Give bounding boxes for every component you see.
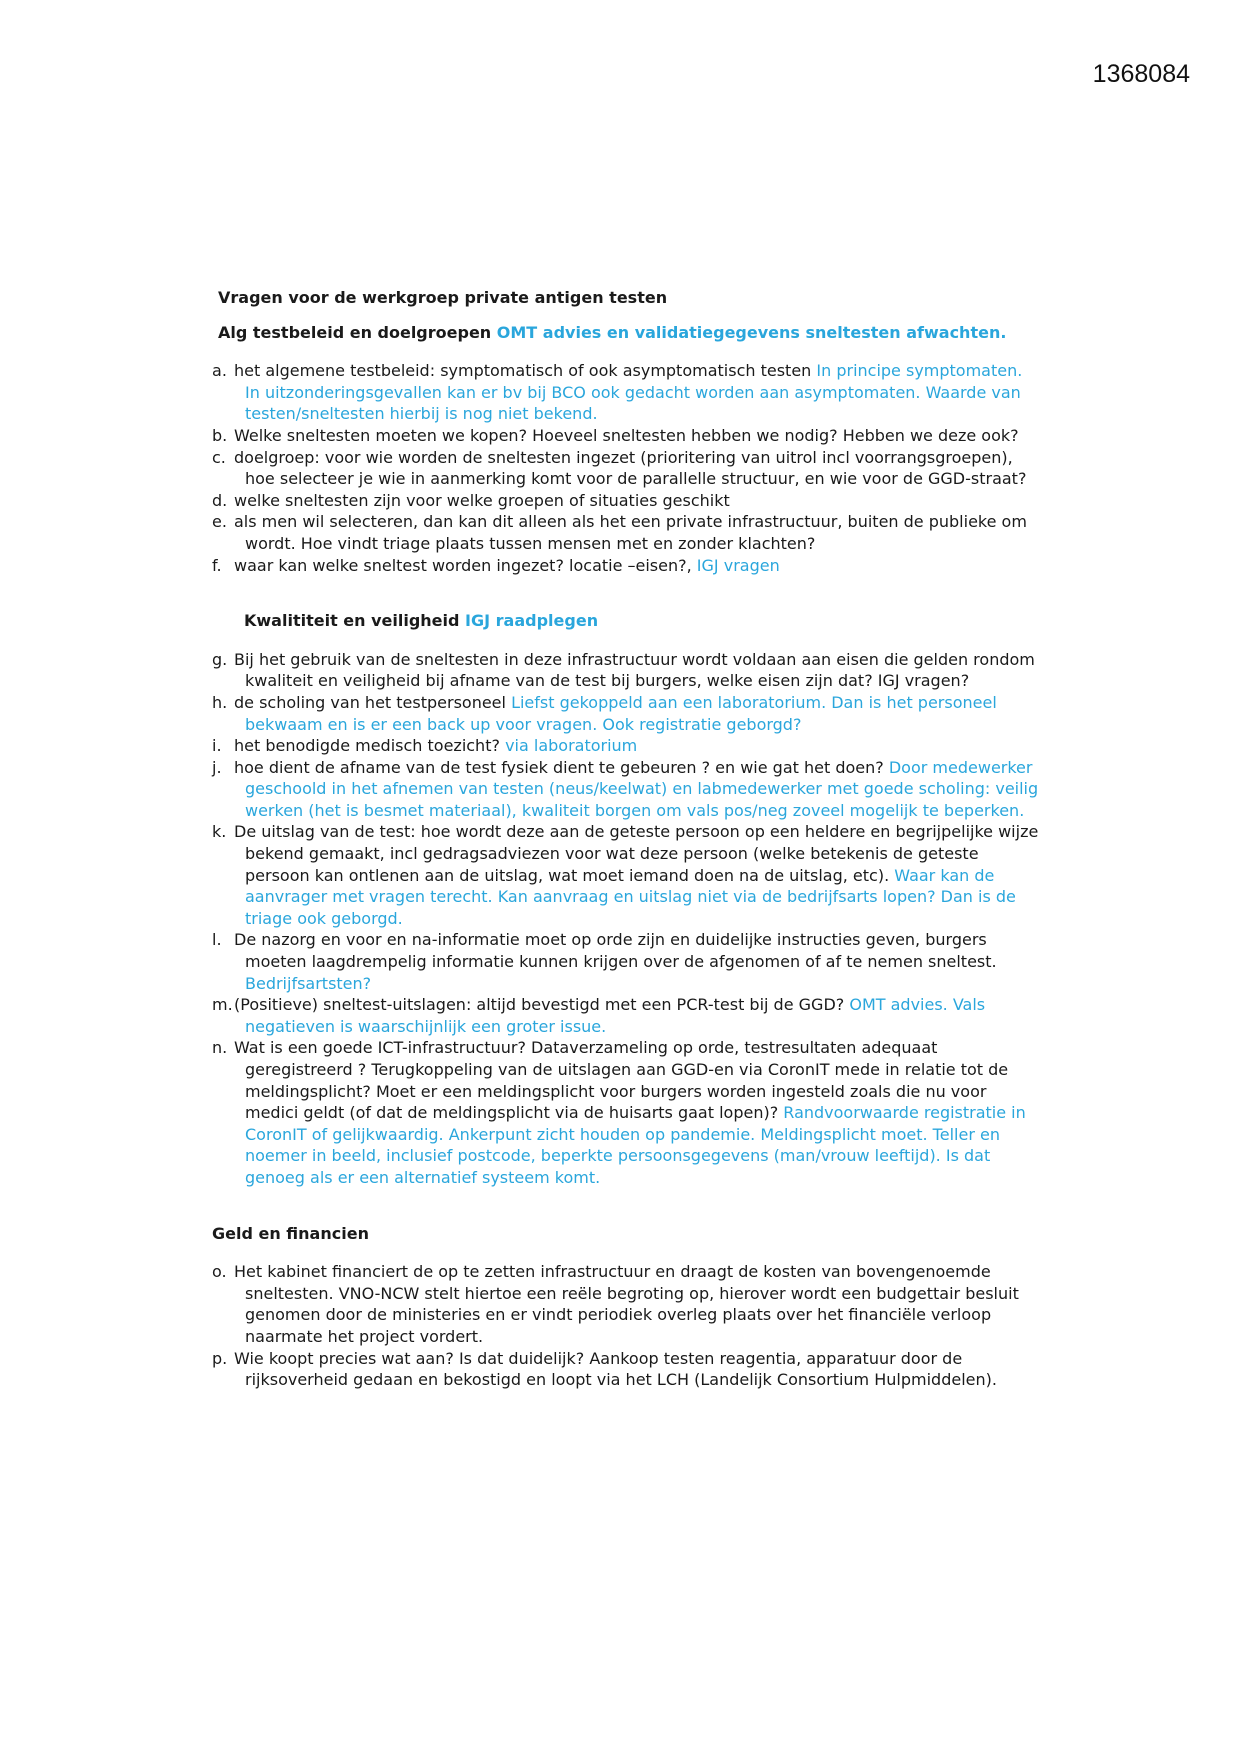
item-note: Bedrijfsartsten? [245,973,372,993]
list-item [212,447,1042,490]
item-letter: b . [212,425,234,447]
item-text: Wie koopt precies wat aan? Is dat duidelijk? Aankoop testen reagentia, apparatuur door de rijksoverheid gedaan en bekostigd en loopt via het LCH (Landelijk Consortium Hulpmiddelen). [234,1348,997,1390]
item-letter: f . [212,555,234,577]
item-letter: m . [212,994,234,1016]
list-item [212,511,1042,554]
document-body [212,287,1042,1391]
list-item [212,425,1042,447]
item-note: IGJ vragen [696,555,780,575]
item-letter: a . [212,360,234,382]
item-text: welke sneltesten zijn voor welke groepen of situaties geschikt [234,490,730,510]
section-heading-note: IGJ raadplegen [465,611,599,631]
item-letter: o . [212,1261,234,1283]
list-item [212,692,1042,735]
item-note: Door medewerker geschoold in het afnemen van testen (neus/keelwat) en labmedewerker met goede scholing: veilig werken (het is besmet materiaal), kwaliteit borgen om vals pos/neg zoveel mogelijk te beperken. [245,757,1039,820]
list-item [212,1261,1042,1347]
item-text: Welke sneltesten moeten we kopen? Hoeveel sneltesten hebben we nodig? Hebben we deze ook? [234,425,1019,445]
item-text: doelgroep: voor wie worden de sneltesten ingezet (prioritering van uitrol incl voorrangsgroepen), hoe selecteer je wie in aanmerking komt voor de parallelle structuur, en wie voor de GGD-straat? [234,447,1027,489]
item-text: Het kabinet financiert de op te zetten infrastructuur en draagt de kosten van bovengenoemde sneltesten. VNO-NCW stelt hiertoe een reële begroting op, hierover wordt een budgettair besluit genomen door de ministeries en er vindt periodiek overleg plaats over het financiële verloop naarmate het project vordert. [234,1262,1019,1346]
item-letter: k . [212,821,234,843]
item-note: Liefst gekoppeld aan een laboratorium. Dan is het personeel bekwaam en is er een back up voor vragen. Ook registratie geborgd? [245,692,997,734]
item-text: Bij het gebruik van de sneltesten in deze infrastructuur wordt voldaan aan eisen die gelden rondom kwaliteit en veiligheid bij afname van de test bij burgers, welke eisen zijn dat? IGJ vragen? [234,649,1035,691]
item-letter: j . [212,757,234,779]
item-note: In principe symptomaten. In uitzonderingsgevallen kan er bv bij BCO ook gedacht worden aan asymptomaten. Waarde van testen/sneltesten hierbij is nog niet bekend. [245,361,1023,424]
item-letter: c . [212,447,234,469]
section-heading-text: Geld en financien [212,1223,369,1243]
item-letter: e . [212,511,234,533]
question-list-kwaliteit [212,649,1042,1189]
list-item [212,735,1042,757]
item-letter: d . [212,490,234,512]
item-text: (Positieve) sneltest-uitslagen: altijd bevestigd met een PCR-test bij de GGD? [234,995,845,1015]
item-text: het algemene testbeleid: symptomatisch of ook asymptomatisch testen [234,361,812,381]
item-text: Wat is een goede ICT-infrastructuur? Dataverzameling op orde, testresultaten adequaat geregistreerd ? Terugkoppeling van de uitslagen aan GGD-en via CoronIT mede in relatie tot de meldingsplicht? Moet er een meldingsplicht voor burgers worden ingesteld zoals die nu voor medici geldt (of dat de meldingsplicht via de huisarts gaat lopen)? [234,1038,1009,1123]
item-note: Waar kan de aanvrager met vragen terecht. Kan aanvraag en uitslag niet via de bedrijfsarts lopen? Dan is de triage ook geborgd. [245,865,1016,928]
item-text: De uitslag van de test: hoe wordt deze aan de geteste persoon op een heldere en begrijpelijke wijze bekend gemaakt, incl gedragsadviezen voor wat deze persoon (welke betekenis de geteste persoon kan ontlenen aan de uitslag, wat moet iemand doen na de uitslag, etc). [234,822,1039,885]
item-letter: l . [212,929,234,951]
item-letter: i . [212,735,234,757]
item-text: hoe dient de afname van de test fysiek dient te gebeuren ? en wie gat het doen? [234,757,884,777]
item-text: De nazorg en voor en na-informatie moet op orde zijn en duidelijke instructies geven, burgers moeten laagdrempelig informatie kunnen krijgen over de afgenomen of af te nemen sneltest. [234,930,997,972]
section-heading-note: OMT advies en validatiegegevens sneltesten afwachten. [496,322,1007,342]
list-item [212,929,1042,994]
section-heading-testbeleid [218,322,1042,344]
item-letter: h . [212,692,234,714]
question-list-testbeleid [212,360,1042,576]
document-number: 1368084 [1092,60,1190,88]
section-heading-text: Alg testbeleid en doelgroepen [218,322,492,342]
list-item [212,1037,1042,1188]
section-heading-financien [212,1223,1042,1245]
item-note: Randvoorwaarde registratie in CoronIT of gelijkwaardig. Ankerpunt zicht houden op pandemie. Meldingsplicht moet. Teller en noemer in beeld, inclusief postcode, beperkte persoonsgegevens (man/vrouw leeftijd). Is dat genoeg als er een alternatief systeem komt. [245,1103,1026,1187]
list-item [212,757,1042,822]
list-item [212,490,1042,512]
item-note: via laboratorium [505,736,638,756]
item-text: het benodigde medisch toezicht? [234,736,500,756]
item-letter: g . [212,649,234,671]
document-title: Vragen voor de werkgroep private antigen testen [218,288,668,307]
item-letter: p . [212,1348,234,1370]
item-note: OMT advies. Vals negatieven is waarschijnlijk een groter issue. [245,995,986,1036]
item-letter: n . [212,1037,234,1059]
item-text: waar kan welke sneltest worden ingezet? locatie –eisen?, [234,555,692,575]
list-item [212,1348,1042,1391]
item-text: als men wil selecteren, dan kan dit alleen als het een private infrastructuur, buiten de publieke om wordt. Hoe vindt triage plaats tussen mensen met en zonder klachten? [234,512,1027,553]
list-item [212,994,1042,1037]
list-item [212,821,1042,929]
list-item [212,649,1042,692]
question-list-financien [212,1261,1042,1391]
section-heading-text: Kwalititeit en veiligheid [244,611,460,631]
list-item [212,555,1042,577]
list-item [212,360,1042,425]
section-heading-kwaliteit [244,610,1042,632]
item-text: de scholing van het testpersoneel [234,692,506,712]
